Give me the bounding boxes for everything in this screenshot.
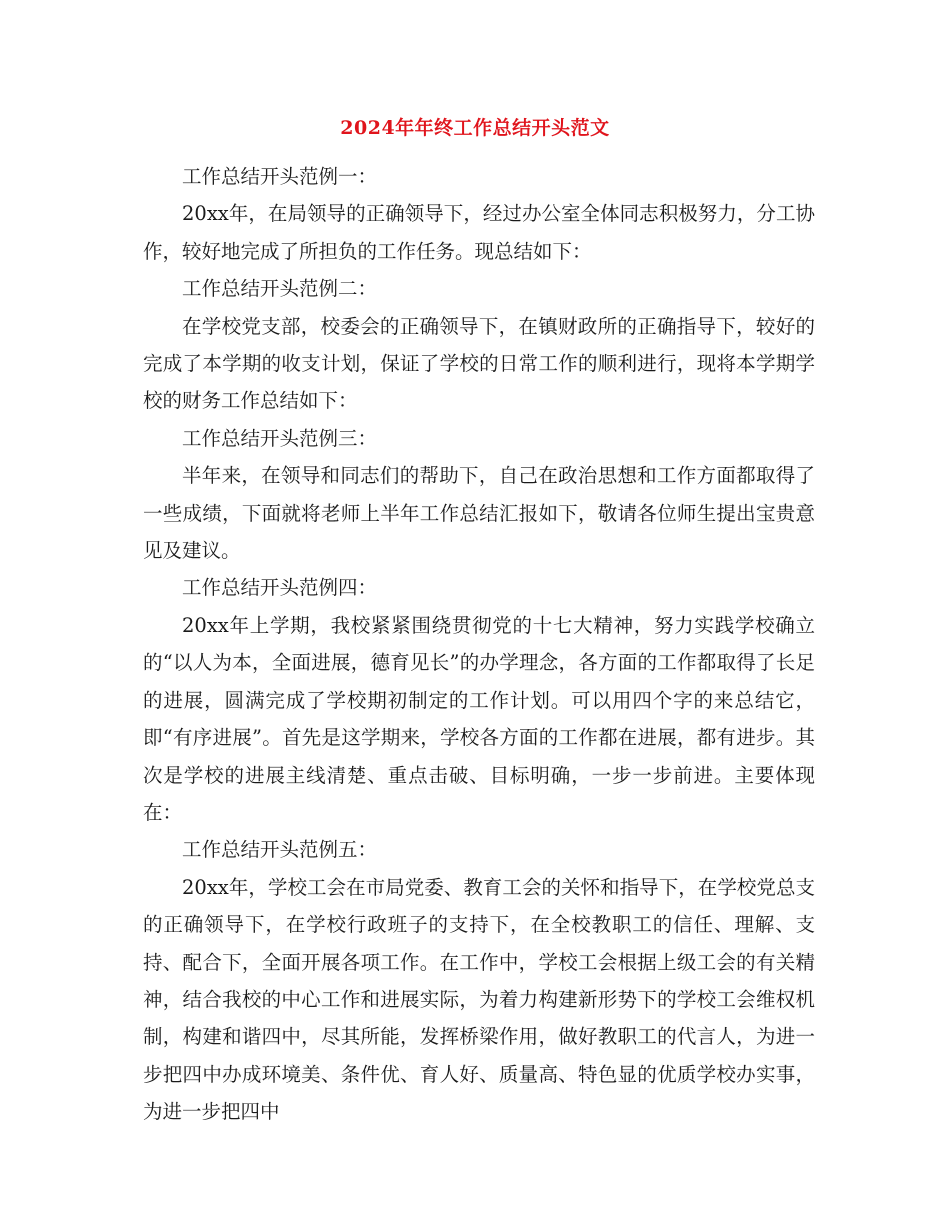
paragraph-heading-1: 工作总结开头范例一：	[182, 165, 378, 188]
document-title: 2024年年终工作总结开头范文	[340, 117, 610, 139]
paragraph-heading-4: 工作总结开头范例四：	[182, 576, 378, 600]
paragraph-body-2: 在学校党支部，校委会的正确领导下，在镇财政所的正确指导下，较好的完成了本学期的收支计划，保证了学校的日常工作的顺利进行，现将本学期学校的财务工作总结如下：	[143, 314, 815, 413]
document-body	[143, 158, 815, 1131]
paragraph-heading-5: 工作总结开头范例五：	[182, 838, 378, 862]
paragraph-heading-3: 工作总结开头范例三：	[182, 426, 378, 450]
paragraph-body-5: 20xx年，学校工会在市局党委、教育工会的关怀和指导下，在学校党总支的正确领导下，在学校行政班子的支持下，在全校教职工的信任、理解、支持、配合下，全面开展各项工作。在工作中，学校工会根据上级工会的有关精神，结合我校的中心工作和进展实际，为着力构建新形势下的学校工会维权机制，构建和谐四中，尽其所能，发挥桥梁作用，做好教职工的代言人，为进一步把四中办成环境美、条件优、育人好、质量高、特色显的优质学校办实事，为进一步把四中	[143, 875, 815, 1124]
paragraph-heading-2: 工作总结开头范例二：	[182, 277, 378, 301]
paragraph-body-3: 半年来，在领导和同志们的帮助下，自己在政治思想和工作方面都取得了一些成绩，下面就将老师上半年工作总结汇报如下，敬请各位师生提出宝贵意见及建议。	[143, 464, 815, 563]
paragraph-body-4: 20xx年上学期，我校紧紧围绕贯彻党的十七大精神，努力实践学校确立的“以人为本，全面进展，德育见长”的办学理念，各方面的工作都取得了长足的进展，圆满完成了学校期初制定的工作计划。可以用四个字的来总结它，即“有序进展”。首先是这学期来，学校各方面的工作都在进展，都有进步。其次是学校的进展主线清楚、重点击破、目标明确，一步一步前进。主要体现在：	[143, 613, 815, 824]
paragraph-body-1: 20xx年，在局领导的正确领导下，经过办公室全体同志积极努力，分工协作，较好地完成了所担负的工作任务。现总结如下：	[143, 202, 815, 263]
